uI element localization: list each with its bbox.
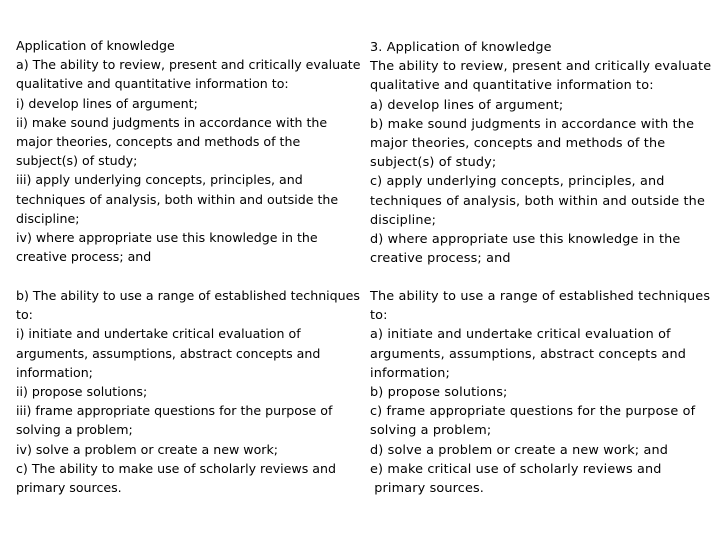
text-line: arguments, assumptions, abstract concepts and — [370, 346, 687, 362]
text-line: to: — [16, 307, 33, 323]
text-line: primary sources. — [370, 481, 484, 497]
text-line: to: — [370, 308, 388, 324]
text-line: a) develop lines of argument; — [370, 97, 564, 113]
text-line: i) initiate and undertake critical evaluation of — [16, 326, 301, 342]
text-line: a) The ability to review, present and critically evaluate — [16, 57, 361, 73]
text-line: iv) where appropriate use this knowledge in the — [16, 230, 318, 246]
text-line: techniques of analysis, both within and outside the — [370, 193, 705, 209]
text-line: solving a problem; — [16, 422, 133, 438]
right-heading: 3. Application of knowledge — [370, 40, 552, 55]
text-line: qualitative and quantitative information to: — [16, 76, 289, 92]
text-line: a) initiate and undertake critical evaluation of — [370, 327, 671, 343]
text-line: ii) propose solutions; — [16, 384, 148, 400]
text-line: The ability to review, present and critically evaluate — [370, 59, 712, 75]
text-line: information; — [16, 364, 93, 380]
text-line: techniques of analysis, both within and outside the — [16, 191, 339, 207]
text-line: major theories, concepts and methods of the — [16, 134, 301, 150]
text-line: primary sources. — [16, 480, 122, 496]
text-line: c) frame appropriate questions for the purpose of — [370, 404, 696, 420]
text-line: b) propose solutions; — [370, 385, 508, 401]
text-line: d) where appropriate use this knowledge in the — [370, 232, 681, 248]
left-heading: Application of knowledge — [16, 38, 175, 53]
text-line: creative process; and — [370, 251, 511, 267]
text-line: information; — [370, 365, 450, 381]
text-line: solving a problem; — [370, 423, 492, 439]
text-line: major theories, concepts and methods of the — [370, 136, 666, 152]
text-line: iii) apply underlying concepts, principles, and — [16, 172, 303, 188]
left-column-top-block — [16, 36, 360, 266]
text-line: d) solve a problem or create a new work; and — [370, 442, 668, 458]
text-line: iv) solve a problem or create a new work; — [16, 441, 279, 457]
text-line: discipline; — [16, 210, 80, 226]
text-line: iii) frame appropriate questions for the purpose of — [16, 403, 333, 419]
text-line: discipline; — [370, 212, 437, 228]
right-column-top-block — [370, 38, 711, 268]
text-line: i) develop lines of argument; — [16, 95, 198, 111]
text-line: b) The ability to use a range of established techniques — [16, 288, 360, 303]
left-column-bottom-block — [16, 286, 360, 497]
text-line: c) apply underlying concepts, principles, and — [370, 174, 665, 190]
text-line: subject(s) of study; — [370, 155, 497, 171]
text-line: arguments, assumptions, abstract concepts and — [16, 345, 321, 361]
text-line: b) make sound judgments in accordance with the — [370, 116, 695, 132]
text-line: c) The ability to make use of scholarly reviews and — [16, 460, 336, 476]
text-line: e) make critical use of scholarly reviews and — [370, 461, 662, 477]
right-column-bottom-block — [370, 287, 710, 498]
text-line: ii) make sound judgments in accordance with the — [16, 114, 328, 130]
text-line: qualitative and quantitative information to: — [370, 78, 654, 94]
text-line: creative process; and — [16, 249, 152, 265]
text-line: The ability to use a range of established techniques — [370, 289, 711, 304]
text-line: subject(s) of study; — [16, 153, 138, 169]
